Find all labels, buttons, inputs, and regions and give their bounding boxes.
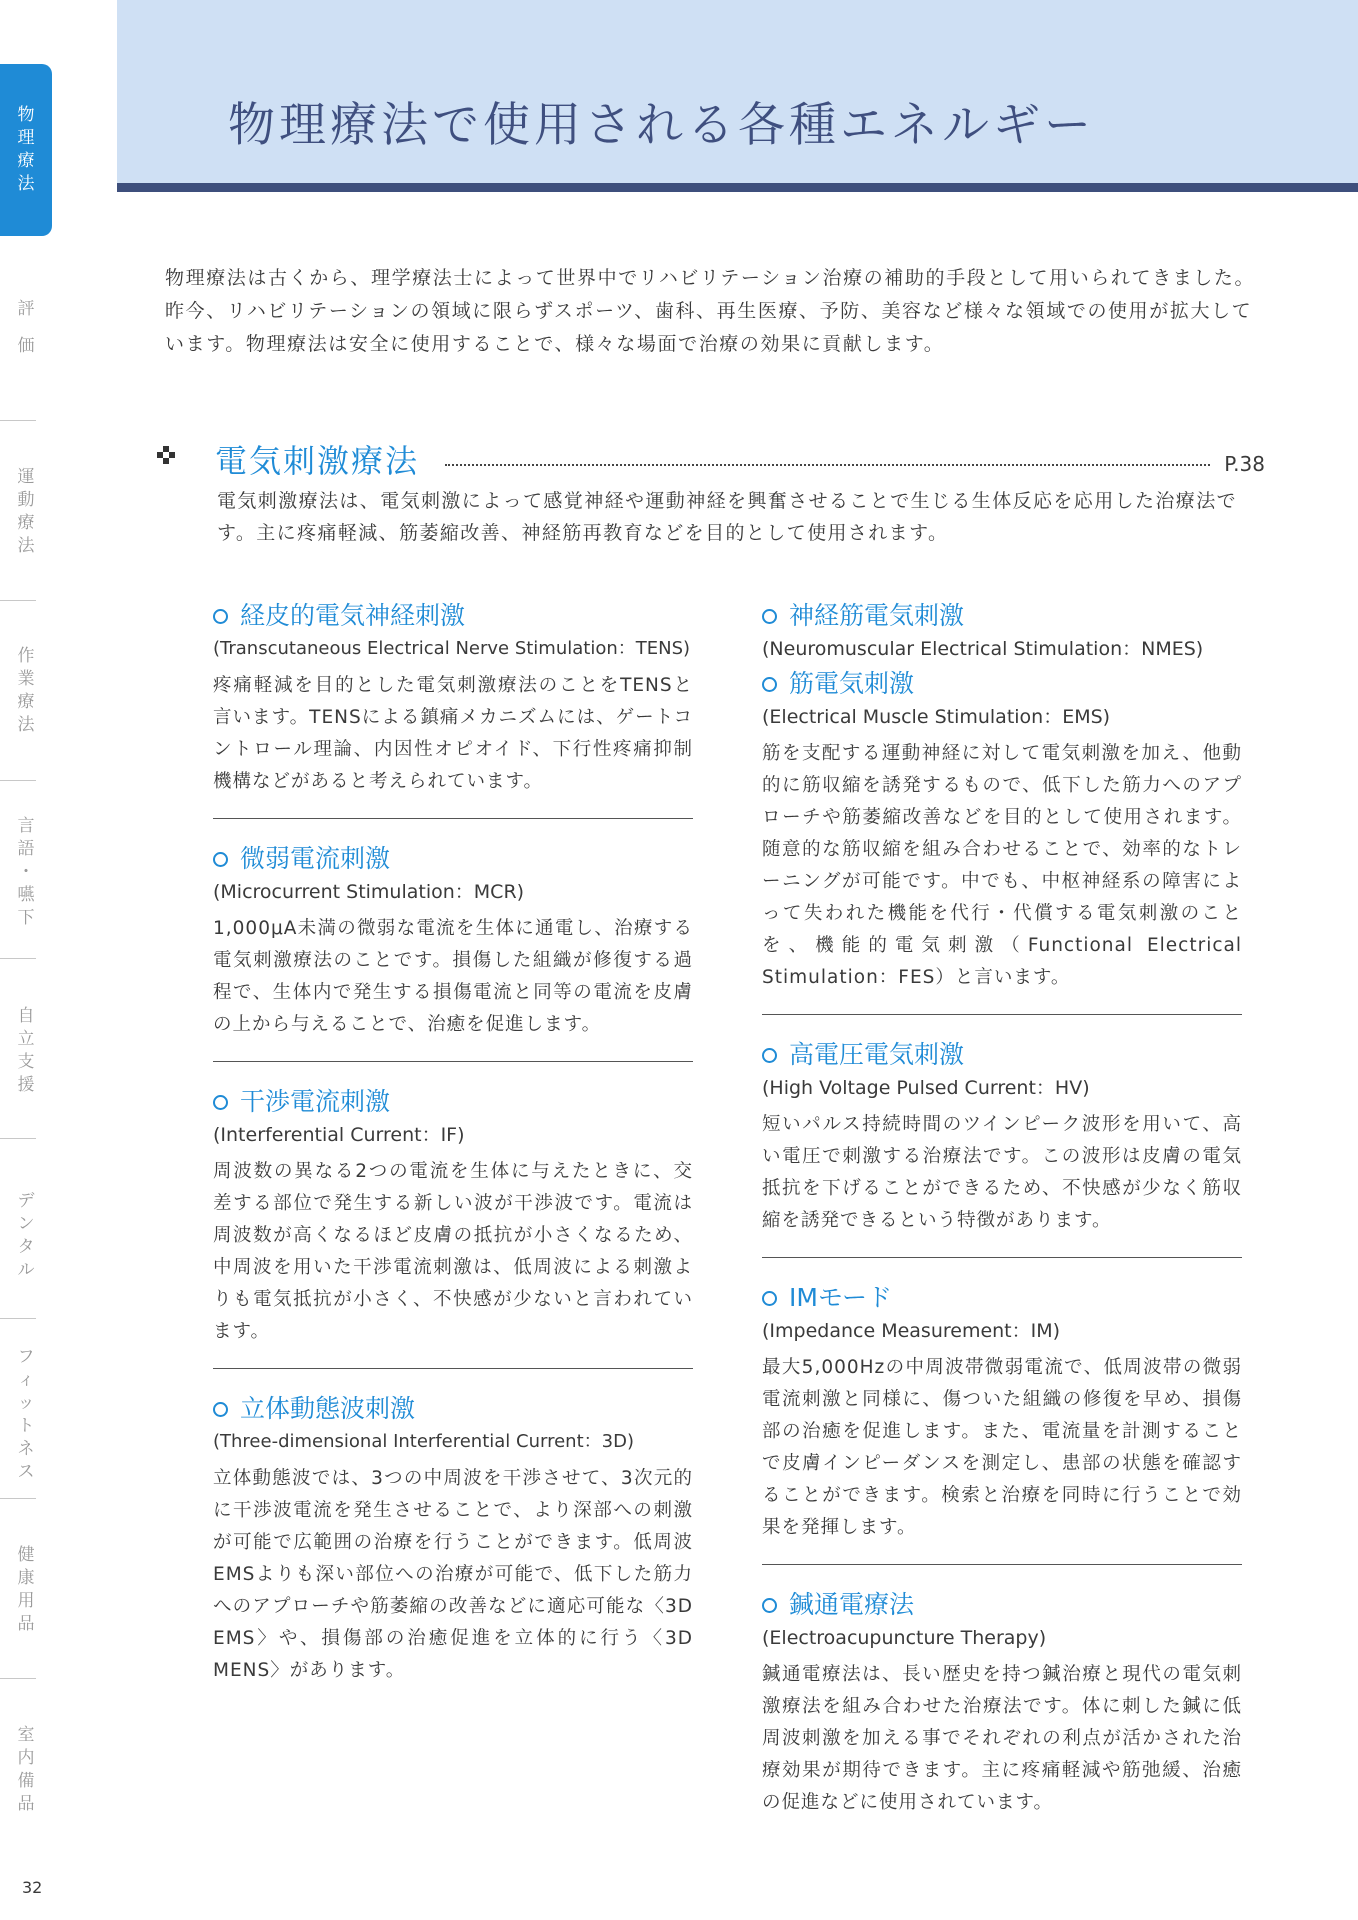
entry-subtitle: (Three-dimensional Interferential Current：3D) (213, 1431, 634, 1452)
entry-divider (762, 1257, 1242, 1258)
left-column (213, 598, 693, 1687)
entry-body: 立体動態波では、3つの中周波を干渉させて、3次元的に干渉波電流を発生させることで、より深部への刺激が可能で広範囲の治療を行うことができます。低周波EMSよりも深い部位への治療が可能で、低下した筋力へのアプローチや筋萎縮の改善などに適応可能な〈3D EMS〉や、損傷部の治癒促進を立体的に行う〈3D MENS〉があります。 (213, 1468, 693, 1681)
entry-body: 1,000μA未満の微弱な電流を生体に通電し、治療する電気刺激療法のことです。損傷した組織が修復する過程で、生体内で発生する損傷電流と同等の電流を皮膚の上から与えることで、治癒を促進します。 (213, 918, 693, 1035)
entry-hv (762, 1037, 1242, 1237)
side-tab-room-equipment[interactable]: 室 内 備 品 (17, 1725, 35, 1814)
side-tab-health-goods[interactable]: 健 康 用 品 (17, 1545, 35, 1634)
entry-title-text: 干渉電流刺激 (240, 1087, 391, 1116)
entry-title-text: IMモード (789, 1283, 892, 1312)
circle-bullet-icon (213, 1402, 228, 1417)
entry-nmes-ems (762, 598, 1242, 994)
entry-title-text: 鍼通電療法 (789, 1590, 915, 1619)
entry-3d (213, 1391, 693, 1687)
side-divider (0, 780, 36, 781)
entry-divider (762, 1014, 1242, 1015)
entry-title-text: 高電圧電気刺激 (789, 1040, 965, 1069)
side-tab-speech-swallowing[interactable]: 言 語 ・ 嚥 下 (17, 816, 35, 928)
circle-bullet-icon (213, 609, 228, 624)
entry-body: 短いパルス持続時間のツインピーク波形を用いて、高い電圧で刺激する治療法です。この波形は皮膚の電気抵抗を下げることができるため、不快感が少なく筋収縮を誘発できるという特徴があります。 (762, 1114, 1242, 1231)
circle-bullet-icon (762, 1291, 777, 1306)
section-description: 電気刺激療法は、電気刺激によって感覚神経や運動神経を興奮させることで生じる生体反応を応用した治療法です。主に疼痛軽減、筋萎縮改善、神経筋再教育などを目的として使用されます。 (217, 490, 1238, 544)
entry-title (213, 841, 693, 877)
section-title: 電気刺激療法 (215, 442, 420, 480)
entry-subtitle: (Impedance Measurement：IM) (762, 1320, 1061, 1342)
side-tab-physical-therapy[interactable]: 物 理 療 法 (0, 64, 52, 236)
side-divider (0, 1678, 36, 1679)
entry-title-text: 微弱電流刺激 (240, 844, 391, 873)
entry-title (213, 1084, 693, 1120)
side-divider (0, 1138, 36, 1139)
side-tab-fitness[interactable]: フ ィ ッ ト ネ ス (17, 1347, 35, 1482)
entry-body: 鍼通電療法は、長い歴史を持つ鍼治療と現代の電気刺激療法を組み合わせた治療法です。体に刺した鍼に低周波刺激を加える事でそれぞれの利点が活かされた治療効果が期待できます。主に疼痛軽減や筋弛緩、治癒の促進などに使用されています。 (762, 1664, 1242, 1813)
side-navigation (0, 0, 70, 1900)
side-tab-exercise-therapy[interactable]: 運 動 療 法 (17, 467, 35, 556)
entry-divider (213, 1368, 693, 1369)
entry-title-text: 経皮的電気神経刺激 (240, 601, 466, 630)
page-title: 物理療法で使用される各種エネルギー (228, 98, 1095, 153)
side-tab-evaluation[interactable]: 評 価 (17, 299, 35, 356)
entry-title (213, 598, 693, 634)
entry-subtitle: (Transcutaneous Electrical Nerve Stimulation：TENS) (213, 638, 691, 659)
entry-divider (762, 1564, 1242, 1565)
section-page-reference[interactable]: P.38 (1224, 452, 1265, 476)
entry-mcr (213, 841, 693, 1041)
entry-title (762, 1037, 1242, 1073)
side-tab-occupational-therapy[interactable]: 作 業 療 法 (17, 646, 35, 735)
entry-subtitle: (Neuromuscular Electrical Stimulation：NMES) (762, 638, 1204, 660)
entry-body: 周波数の異なる2つの電流を生体に与えたときに、交差する部位で発生する新しい波が干渉波です。電流は周波数が高くなるほど皮膚の抵抗が小さくなるため、中周波を用いた干渉電流刺激は、低周波による刺激よりも電気抵抗が小さく、不快感が少ないと言われています。 (213, 1161, 693, 1342)
entry-title (213, 1391, 693, 1427)
entry-subtitle: (Interferential Current：IF) (213, 1124, 465, 1146)
right-column (762, 598, 1242, 1819)
entry-title-text: 筋電気刺激 (789, 669, 915, 698)
circle-bullet-icon (762, 1598, 777, 1613)
side-divider (0, 958, 36, 959)
side-divider (0, 1318, 36, 1319)
intro-paragraph: 物理療法は古くから、理学療法士によって世界中でリハビリテーション治療の補助的手段として用いられてきました。昨今、リハビリテーションの領域に限らずスポーツ、歯科、再生医療、予防、美容など様々な領域での使用が拡大しています。物理療法は安全に使用することで、様々な場面で治療の効果に貢献します。 (165, 267, 1256, 355)
entry-title (762, 1280, 1242, 1316)
circle-bullet-icon (762, 677, 777, 692)
entry-electroacupuncture (762, 1587, 1242, 1819)
entry-body: 筋を支配する運動神経に対して電気刺激を加え、他動的に筋収縮を誘発するもので、低下した筋力へのアプローチや筋萎縮改善などを目的として使用されます。随意的な筋収縮を組み合わせることで、効率的なトレーニングが可能です。中でも、中枢神経系の障害によって失われた機能を代行・代償する電気刺激のことを、機能的電気刺激（Functional Electrical Stimulation：FES）と言います。 (762, 743, 1242, 988)
entry-subtitle: (Electroacupuncture Therapy) (762, 1627, 1047, 1649)
entry-subtitle: (Microcurrent Stimulation：MCR) (213, 881, 525, 903)
side-divider (0, 1498, 36, 1499)
side-tab-dental[interactable]: デ ン タ ル (17, 1191, 35, 1280)
circle-bullet-icon (762, 609, 777, 624)
entry-body: 疼痛軽減を目的とした電気刺激療法のことをTENSと言います。TENSによる鎮痛メカニズムには、ゲートコントロール理論、内因性オピオイド、下行性疼痛抑制機構などがあると考えられています。 (213, 675, 693, 792)
entry-divider (213, 818, 693, 819)
circle-bullet-icon (213, 852, 228, 867)
entry-title-text: 立体動態波刺激 (240, 1394, 416, 1423)
entry-title-secondary (762, 666, 1242, 702)
dotted-leader (445, 464, 1210, 466)
entry-im (762, 1280, 1242, 1544)
diamond-bullet-icon (157, 446, 175, 464)
entry-title-text: 神経筋電気刺激 (789, 601, 965, 630)
entry-body: 最大5,000Hzの中周波帯微弱電流で、低周波帯の微弱電流刺激と同様に、傷ついた組織の修復を早め、損傷部の治癒を促進します。また、電流量を計測することで皮膚インピーダンスを測定し、患部の状態を確認することができます。検索と治療を同時に行うことで効果を発揮します。 (762, 1357, 1242, 1538)
entry-title (762, 1587, 1242, 1623)
side-tab-independence-support[interactable]: 自 立 支 援 (17, 1006, 35, 1095)
side-divider (0, 600, 36, 601)
entry-if (213, 1084, 693, 1348)
circle-bullet-icon (762, 1048, 777, 1063)
circle-bullet-icon (213, 1095, 228, 1110)
entry-subtitle: (High Voltage Pulsed Current：HV) (762, 1077, 1090, 1099)
entry-subtitle-secondary: (Electrical Muscle Stimulation：EMS) (762, 706, 1111, 728)
title-underline (117, 183, 1358, 192)
side-divider (0, 420, 36, 421)
entry-tens (213, 598, 693, 798)
entry-title (762, 598, 1242, 634)
section-header (155, 436, 1265, 482)
entry-divider (213, 1061, 693, 1062)
page-number: 32 (22, 1878, 43, 1897)
